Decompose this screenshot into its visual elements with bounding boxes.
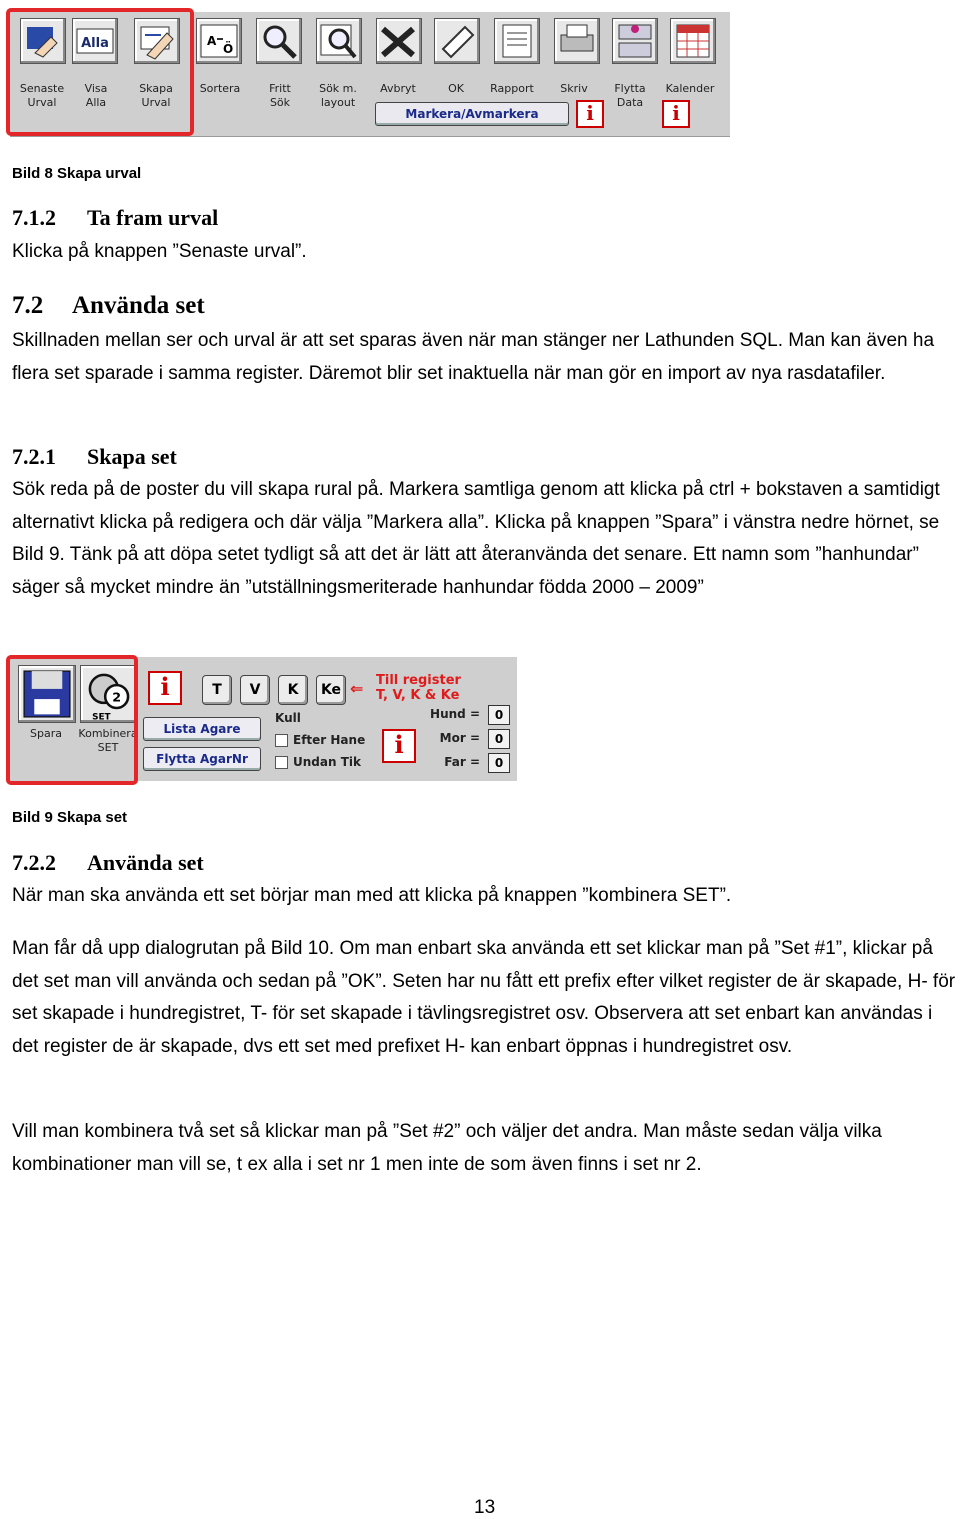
far-label: Far = [444, 755, 480, 769]
flytta-agarnr-button[interactable]: Flytta AgarNr [143, 747, 261, 771]
label-ok: OK [448, 82, 464, 95]
letter-button-ke[interactable]: Ke [316, 675, 346, 705]
label-kalender: Kalender [665, 82, 715, 95]
kalender-button[interactable] [670, 18, 716, 64]
ok-button[interactable] [434, 18, 480, 64]
section-heading: 7.2.2 Använda set [12, 850, 204, 875]
mor-value: 0 [488, 729, 510, 749]
label-visa-alla: Visa Alla [84, 82, 108, 109]
figure-caption: Bild 8 Skapa urval [12, 165, 142, 182]
skriv-button[interactable] [554, 18, 600, 64]
svg-text:Ö: Ö [223, 42, 234, 56]
svg-text:A: A [207, 34, 217, 48]
label-fritt-sok: Fritt Sök [269, 82, 291, 109]
sort-icon [197, 19, 241, 63]
label-flytta-data: Flytta Data [614, 82, 646, 109]
paragraph: Vill man kombinera två set så klickar man på ”Set #2” och väljer det andra. Man måste sedan välja vilka kombinationer man vill se, t ex alla i set nr 1 men inte de som även finns i set nr 2. [12, 1121, 882, 1175]
paragraph: Man får då upp dialogrutan på Bild 10. Om man enbart ska använda ett set klickar man på ”Set #1”, klickar på det set man vill använda och sedan på ”OK”. Seten har nu fått ett prefix efter vilket register de är skapade, H- för set skapade i hundregistret, T- för set skapade i tävlingsregistret osv. Observera att set enbart kan användas i det register de är skapade, dvs ett set med prefixet H- kan enbart öppnas i hundregistret osv. [12, 938, 956, 1057]
letter-button-k[interactable]: K [278, 675, 308, 705]
label-rapport: Rapport [490, 82, 534, 95]
calendar-icon [671, 19, 715, 63]
magnifier-icon [257, 19, 301, 63]
report-icon [495, 19, 539, 63]
lista-agare-button[interactable]: Lista Agare [143, 717, 261, 741]
move-data-icon [613, 19, 657, 63]
label-sok-m-layout: Sök m. layout [319, 82, 357, 109]
label-sortera: Sortera [199, 82, 241, 95]
sok-m-layout-button[interactable] [316, 18, 362, 64]
info-icon[interactable]: i [662, 100, 690, 128]
label-kombinera-set: Kombinera SET [78, 727, 138, 754]
section-heading: 7.1.2 Ta fram urval [12, 205, 219, 230]
info-icon[interactable]: i [148, 671, 182, 705]
svg-text:Alla: Alla [81, 36, 109, 51]
avbryt-button[interactable] [376, 18, 422, 64]
print-icon [555, 19, 599, 63]
arrow-left-icon: ⇐ [350, 679, 364, 698]
ok-icon [435, 19, 479, 63]
paragraph: Skillnaden mellan ser och urval är att set sparas även när man stänger ner Lathunden SQL. Man kan även ha flera set sparade i samma register. Däremot blir set inaktuella när man gör en import av nya rasdatafiler. [12, 330, 935, 384]
far-value: 0 [488, 753, 510, 773]
set-small-text: SET [92, 712, 111, 722]
mor-label: Mor = [439, 731, 480, 745]
info-icon[interactable]: i [382, 729, 416, 763]
markera-avmarkera-button[interactable]: Markera/Avmarkera [375, 102, 569, 126]
undan-tik-checkbox[interactable]: Undan Tik [275, 755, 361, 769]
toolbar-screenshot-2 [10, 657, 517, 781]
svg-text:2: 2 [112, 689, 122, 705]
letter-button-t[interactable]: T [202, 675, 232, 705]
figure-caption: Bild 9 Skapa set [12, 809, 128, 826]
flytta-data-button[interactable] [612, 18, 658, 64]
hund-label: Hund = [430, 707, 480, 721]
efter-hane-checkbox[interactable]: Efter Hane [275, 733, 365, 747]
hund-value: 0 [488, 705, 510, 725]
label-senaste-urval: Senaste Urval [19, 82, 65, 109]
label-avbryt: Avbryt [380, 82, 416, 95]
toolbar-screenshot-1 [10, 12, 730, 137]
rapport-button[interactable] [494, 18, 540, 64]
label-spara: Spara [30, 727, 62, 740]
kull-label: Kull [275, 711, 301, 725]
section-heading: 7.2 Använda set [12, 292, 205, 319]
label-skriv: Skriv [560, 82, 588, 95]
cancel-icon [377, 19, 421, 63]
highlight-box [6, 8, 194, 136]
sortera-button[interactable] [196, 18, 242, 64]
letter-button-v[interactable]: V [240, 675, 270, 705]
fritt-sok-button[interactable] [256, 18, 302, 64]
paragraph: Klicka på knappen ”Senaste urval”. [12, 241, 307, 262]
layout-search-icon [317, 19, 361, 63]
highlight-box [6, 655, 138, 785]
paragraph: När man ska använda ett set börjar man med att klicka på knappen ”kombinera SET”. [12, 885, 732, 906]
till-register-text: Till register T, V, K & Ke [376, 673, 461, 703]
section-heading: 7.2.1 Skapa set [12, 444, 177, 469]
page-number: 13 [474, 1497, 496, 1518]
label-skapa-urval: Skapa Urval [139, 82, 173, 109]
info-icon[interactable]: i [576, 100, 604, 128]
paragraph: Sök reda på de poster du vill skapa rural på. Markera samtliga genom att klicka på ctrl + bokstaven a samtidigt alternativt klicka på redigera och där välja ”Markera alla”. Klicka på knappen ”Spara” i vänstra nedre hörnet, se Bild 9. Tänk på att döpa setet tydligt så att det är lätt att återanvända det senare. Ett namn som ”hanhundar” säger så mycket mindre än ”utställningsmeriterade hanhundar födda 2000 – 2009” [12, 479, 940, 598]
